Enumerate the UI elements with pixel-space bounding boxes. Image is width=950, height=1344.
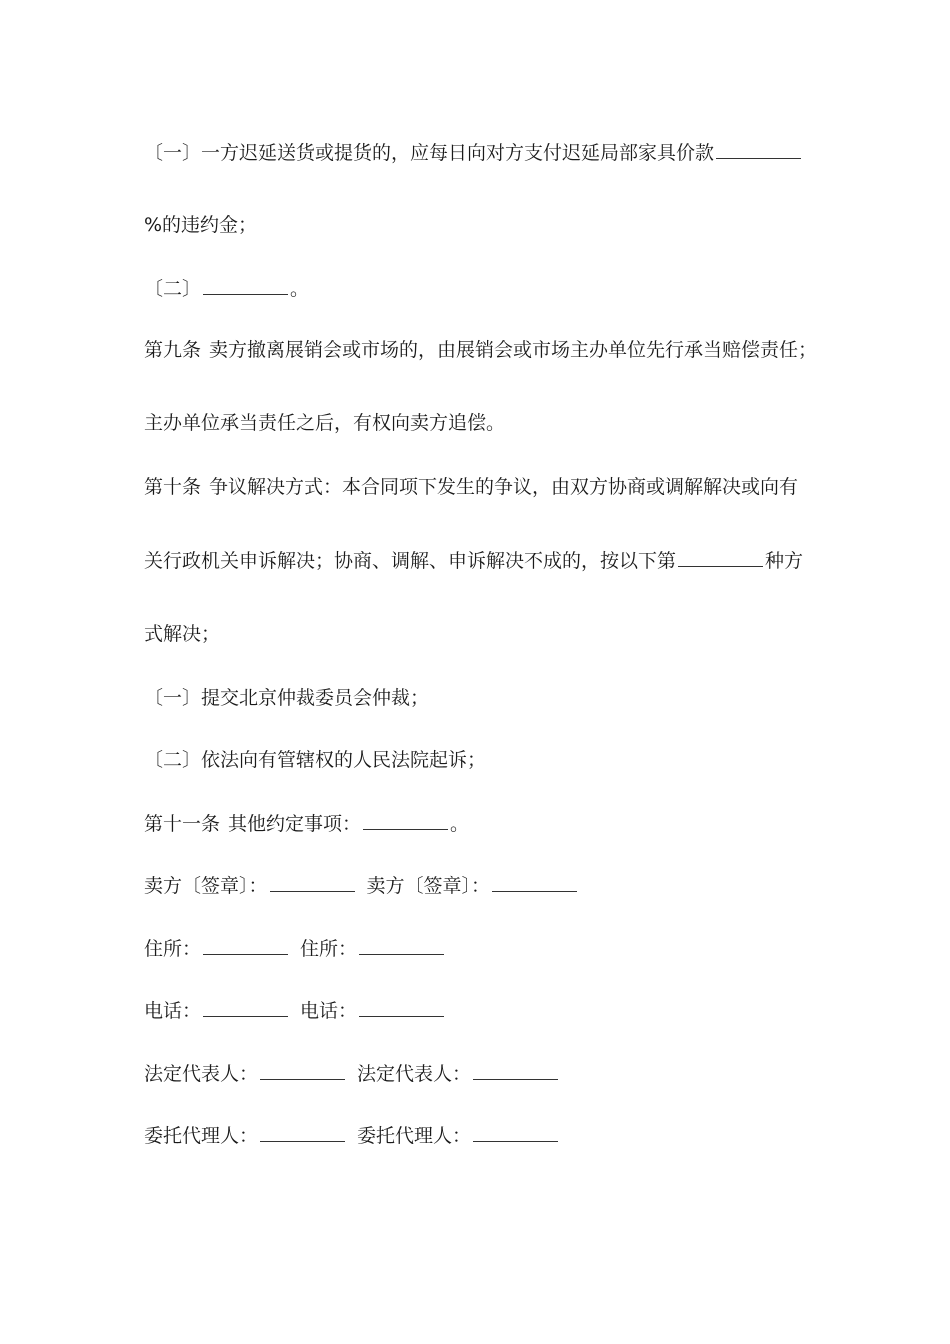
field-label: 住所： [144, 938, 202, 960]
field-label: 电话： [144, 1000, 202, 1022]
clause-line-penalty-percent [144, 213, 257, 237]
article-number: 第十条 [144, 476, 202, 498]
text-segment: 争议解决方式：本合同项下发生的争议，由双方协商或调解解决或向有 [209, 476, 799, 498]
text-segment: 主办单位承当责任之后，有权向卖方追偿。 [144, 412, 506, 434]
article-eleven-heading [144, 811, 469, 836]
field-label: 卖方〔签章〕： [144, 875, 268, 897]
text-segment: 种方 [765, 550, 804, 572]
field-label: 法定代表人： [144, 1063, 259, 1085]
text-segment: 〔二〕依法向有管辖权的人民法院起诉； [144, 749, 487, 771]
signature-row-legal-rep [144, 1061, 560, 1086]
blank-field [473, 1061, 558, 1080]
blank-field [473, 1123, 558, 1142]
field-label: 法定代表人： [357, 1063, 472, 1085]
blank-field [203, 276, 288, 295]
option-arbitration [144, 686, 429, 710]
option-litigation [144, 748, 486, 772]
signature-row-seal [144, 873, 579, 898]
text-segment: 。 [290, 278, 310, 300]
text-segment: 〔一〕提交北京仲裁委员会仲裁； [144, 687, 430, 709]
blank-field [260, 1123, 345, 1142]
blank-field [203, 998, 288, 1017]
field-label: 电话： [300, 1000, 358, 1022]
text-segment: 〔二〕 [144, 278, 202, 300]
article-ten-heading [144, 475, 798, 499]
blank-field [359, 936, 444, 955]
article-nine-heading [144, 338, 817, 362]
field-label: 委托代理人： [357, 1125, 472, 1147]
text-segment: 关行政机关申诉解决；协商、调解、申诉解决不成的，按以下第 [144, 550, 677, 572]
blank-field [260, 1061, 345, 1080]
field-label: 卖方〔签章〕： [366, 875, 491, 897]
blank-field [363, 811, 448, 830]
article-ten-continuation-2 [144, 622, 220, 646]
text-segment: 其他约定事项： [228, 813, 362, 835]
clause-line-item-two [144, 276, 309, 301]
text-segment: 式解决； [144, 623, 221, 645]
article-number: 第九条 [144, 339, 202, 361]
blank-field [678, 548, 763, 567]
field-label: 住所： [300, 938, 358, 960]
field-label: 委托代理人： [144, 1125, 259, 1147]
blank-field [359, 998, 444, 1017]
blank-field [203, 936, 288, 955]
text-segment: 卖方撤离展销会或市场的，由展销会或市场主办单位先行承当赔偿责任； [209, 339, 818, 361]
blank-field [492, 873, 577, 892]
text-segment: %的违约金； [144, 214, 258, 236]
clause-line-delay-penalty [144, 140, 803, 165]
signature-row-address [144, 936, 446, 961]
article-number: 第十一条 [144, 813, 221, 835]
article-nine-continuation [144, 411, 505, 435]
text-segment: 〔一〕一方迟延送货或提货的，应每日向对方支付迟延局部家具价款 [144, 142, 715, 164]
text-segment: 。 [450, 813, 470, 835]
signature-row-phone [144, 998, 446, 1023]
blank-field [270, 873, 355, 892]
blank-field [716, 140, 801, 159]
signature-row-agent [144, 1123, 560, 1148]
article-ten-continuation [144, 548, 803, 573]
